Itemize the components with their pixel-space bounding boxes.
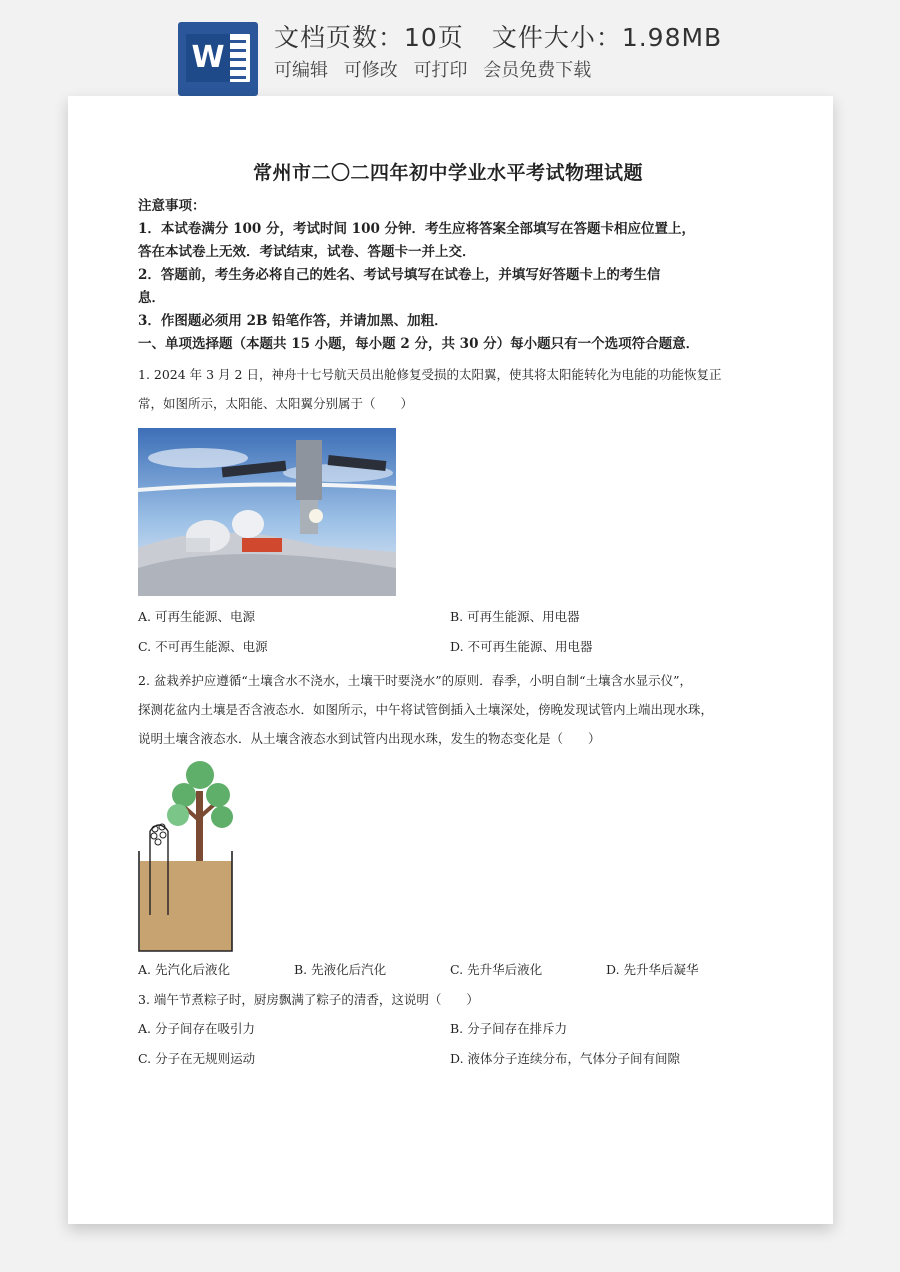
option-d[interactable]: D. 液体分子连续分布，气体分子间有间隙 <box>450 1051 681 1066</box>
option-b[interactable]: B. 分子间存在排斥力 <box>450 1021 568 1036</box>
plant-pot-diagram <box>138 761 238 953</box>
exam-title: 常州市二〇二四年初中学业水平考试物理试题 <box>252 162 643 184</box>
option-c[interactable]: C. 先升华后液化 <box>450 962 543 977</box>
word-doc-icon <box>178 22 258 96</box>
feature-editable: 可编辑 <box>274 60 328 81</box>
option-d[interactable]: D. 不可再生能源、用电器 <box>450 639 593 654</box>
option-a[interactable]: A. 先汽化后液化 <box>138 962 230 977</box>
option-b[interactable]: B. 可再生能源、用电器 <box>450 609 580 624</box>
option-a[interactable]: A. 可再生能源、电源 <box>138 609 255 624</box>
notice-line: 3．作图题必须用 2B 铅笔作答，并请加黑、加粗． <box>138 313 448 329</box>
notice-line: 息． <box>138 290 165 306</box>
notice-line: 答在本试卷上无效．考试结束，试卷、答题卡一并上交． <box>138 244 476 260</box>
option-b[interactable]: B. 先液化后汽化 <box>294 962 387 977</box>
question-3-options <box>138 1014 758 1074</box>
question-text: 说明土壤含液态水．从土壤含液态水到试管内出现水珠，发生的物态变化是（ ） <box>138 731 601 746</box>
download-banner <box>0 0 900 100</box>
question-3 <box>138 985 758 1014</box>
option-d[interactable]: D. 先升华后凝华 <box>606 962 699 977</box>
option-c[interactable]: C. 不可再生能源、电源 <box>138 639 268 654</box>
notice-line: 2．答题前，考生务必将自己的姓名、考试号填写在试卷上，并填写好答题卡上的考生信 <box>138 267 661 283</box>
feature-modifiable: 可修改 <box>343 60 398 81</box>
document-content <box>138 158 758 1074</box>
notice-heading: 注意事项： <box>138 198 206 214</box>
page-count: 文档页数：10页 <box>274 23 464 52</box>
question-text: 3. 端午节煮粽子时，厨房飘满了粽子的清香，这说明（ ） <box>138 992 479 1007</box>
document-page <box>68 96 833 1224</box>
option-a[interactable]: A. 分子间存在吸引力 <box>138 1021 255 1036</box>
question-2-options <box>138 955 758 985</box>
section-heading: 一、单项选择题（本题共 15 小题，每小题 2 分，共 30 分）每小题只有一个选项符合题意． <box>138 336 700 352</box>
notice-section <box>138 195 758 356</box>
question-text: 1. 2024 年 3 月 2 日，神舟十七号航天员出舱修复受损的太阳翼，使其将太阳能转化为电能的功能恢复正 <box>138 367 722 382</box>
doc-meta <box>274 18 722 54</box>
question-2 <box>138 666 758 753</box>
astronaut-photo <box>138 428 396 596</box>
question-1-options <box>138 602 758 662</box>
option-c[interactable]: C. 分子在无规则运动 <box>138 1051 256 1066</box>
feature-free-download[interactable]: 会员免费下载 <box>483 60 592 81</box>
notice-line: 1．本试卷满分 100 分，考试时间 100 分钟．考生应将答案全部填写在答题卡相应位置上， <box>138 221 696 237</box>
feature-printable: 可打印 <box>413 60 468 81</box>
question-1 <box>138 360 758 418</box>
file-size: 文件大小：1.98MB <box>491 23 723 52</box>
feature-list <box>274 56 601 82</box>
question-text: 常，如图所示，太阳能、太阳翼分别属于（ ） <box>138 396 414 411</box>
word-logo-letter: W <box>186 34 230 82</box>
question-text: 2. 盆栽养护应遵循“土壤含水不浇水，土壤干时要浇水”的原则．春季，小明自制“土壤含水显示仪”， <box>138 673 692 688</box>
question-text: 探测花盆内土壤是否含液态水．如图所示，中午将试管倒插入土壤深处，傍晚发现试管内上端出现水珠， <box>138 702 714 717</box>
